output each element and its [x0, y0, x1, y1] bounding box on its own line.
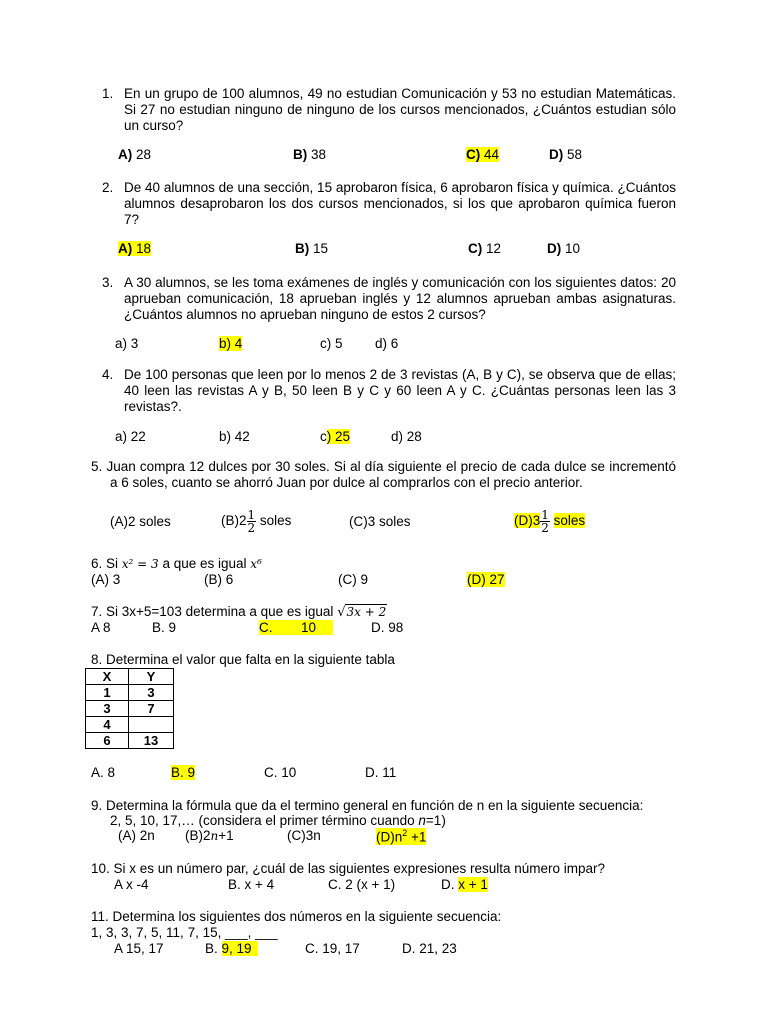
option-d: D. 11 — [365, 765, 397, 780]
option-d: D) 58 — [549, 147, 583, 162]
question-11-text: 11. Determina los siguientes dos números en la siguiente secuencia: — [91, 909, 502, 924]
option-c-correct: C. 10 — [259, 620, 333, 635]
question-9-text: 9. Determina la fórmula que da el termino general en función de n en la siguiente secuencia: — [91, 798, 644, 813]
square-root: √3x + 2 — [337, 605, 387, 620]
option-b: B) 38 — [293, 147, 327, 162]
option-a: (A)2 soles — [110, 514, 171, 529]
option-b: b) 42 — [219, 429, 250, 444]
option-a: A) 28 — [118, 147, 152, 162]
question-6-text: 6. Si x² = 3 a que es igual x⁶ — [91, 556, 262, 571]
option-b-correct: b) 4 — [219, 336, 243, 351]
option-d-correct: $(D)n^2 +1$ — [376, 828, 427, 845]
table-row — [86, 701, 174, 717]
question-1-text: En un grupo de 100 alumnos, 49 no estudian Comunicación y 53 no estudian Matemáticas. Si 27 no estudian ninguno de ninguno de los cursos mencionados, ¿Cuántos estudian sólo un curso? — [124, 86, 676, 133]
option-d: d) 6 — [375, 336, 399, 351]
table-cell: 3 — [129, 685, 174, 701]
option-b: (B)2 $\frac{1}{2}$ soles — [221, 508, 292, 535]
option-c: c) 5 — [320, 336, 343, 351]
option-a: a) 3 — [115, 336, 139, 351]
option-c: (C) 9 — [338, 572, 368, 587]
option-b: (B) 6 — [204, 572, 234, 587]
table-cell: 1 — [86, 685, 129, 701]
option-a: A 8 — [91, 620, 111, 635]
option-a: (A) 2n — [118, 828, 155, 843]
option-b: B. x + 4 — [228, 877, 275, 892]
option-a: A. 8 — [91, 765, 116, 780]
option-c: C. 2 (x + 1) — [328, 877, 396, 892]
question-number: 3. — [102, 275, 114, 290]
table-cell: 4 — [86, 717, 129, 733]
question-2-text: De 40 alumnos de una sección, 15 aprobaron física, 6 aprobaron física y química. ¿Cuántos alumnos desaprobaron los dos cursos mencionados, si los que aprobaron química fueron 7? — [124, 180, 676, 227]
option-d-correct: (D)3 $\frac{1}{2}$ soles — [514, 508, 586, 535]
question-number: 4. — [102, 367, 114, 382]
question-10-text: 10. Si x es un número par, ¿cuál de las siguientes expresiones resulta número impar? — [91, 861, 606, 876]
option-a: A 15, 17 — [114, 941, 164, 956]
option-c: (C)3n — [287, 828, 321, 843]
option-a: A x -4 — [114, 877, 149, 892]
table-header-y: Y — [129, 669, 174, 685]
table-row — [86, 685, 174, 701]
table-cell: 7 — [129, 701, 174, 717]
table-row — [86, 717, 174, 733]
option-d-correct: (D) 27 — [467, 572, 505, 587]
option-a-correct: A) 18 — [118, 241, 152, 256]
option-c: C. 10 — [264, 765, 297, 780]
question-9-sequence: 2, 5, 10, 17,… (considera el primer término cuando n=1) — [110, 813, 446, 828]
question-number: 2. — [102, 180, 114, 195]
question-number: 1. — [102, 86, 114, 101]
option-b: B. 9 — [152, 620, 177, 635]
question-7-text: 7. Si 3x+5=103 determina a que es igual √3x + 2 — [91, 604, 387, 620]
option-b: (B)2n+1 — [185, 828, 234, 843]
fraction-one-half: $\frac{1}{2}$ — [247, 508, 256, 535]
option-c: C) 12 — [468, 241, 502, 256]
option-c-correct: C) 44 — [466, 147, 500, 162]
option-b: B) 15 — [295, 241, 329, 256]
option-d-correct: D. x + 1 — [441, 877, 488, 892]
xy-table — [85, 668, 174, 749]
option-c: C. 19, 17 — [305, 941, 360, 956]
option-c-correct: c) 25 — [320, 429, 351, 444]
question-3-text: A 30 alumnos, se les toma exámenes de inglés y comunicación con los siguientes datos: 20 aprueban comunicación, 18 aprueban inglés y 12 alumnos aprueban ambas asignaturas. ¿Cuántos alumnos no aprueban ninguno de estos 2 cursos? — [124, 275, 676, 322]
option-d: D) 10 — [547, 241, 581, 256]
table-cell: 13 — [129, 733, 174, 749]
table-cell: 3 — [86, 701, 129, 717]
fraction-one-half: $\frac{1}{2}$ — [541, 508, 549, 535]
option-d: D. 21, 23 — [402, 941, 457, 956]
question-5-text: 5. Juan compra 12 dulces por 30 soles. Si al día siguiente el precio de cada dulce se incrementó a 6 soles, cuanto se ahorró Juan por dulce al comprarlos con el precio anterior. — [91, 459, 676, 490]
table-cell-missing — [129, 717, 174, 733]
option-a: (A) 3 — [91, 572, 121, 587]
option-d: D. 98 — [371, 620, 404, 635]
option-d: d) 28 — [391, 429, 422, 444]
question-8-text: 8. Determina el valor que falta en la siguiente tabla — [91, 652, 395, 667]
option-b-correct: B. 9, 19 — [205, 941, 258, 956]
table-header-x: X — [86, 669, 129, 685]
table-cell: 6 — [86, 733, 129, 749]
question-4-text: De 100 personas que leen por lo menos 2 de 3 revistas (A, B y C), se observa que de ellas; 40 leen las revistas A y B, 50 leen B y C y 60 leen A y C. ¿Cuántas personas leen las 3 revistas?. — [124, 367, 676, 414]
option-c: (C)3 soles — [349, 514, 411, 529]
table-row — [86, 733, 174, 749]
option-a: a) 22 — [115, 429, 146, 444]
table-header-row — [86, 669, 174, 685]
question-11-sequence: 1, 3, 3, 7, 5, 11, 7, 15, ___, ___ — [91, 925, 278, 940]
option-b-correct: B. 9 — [171, 765, 196, 780]
